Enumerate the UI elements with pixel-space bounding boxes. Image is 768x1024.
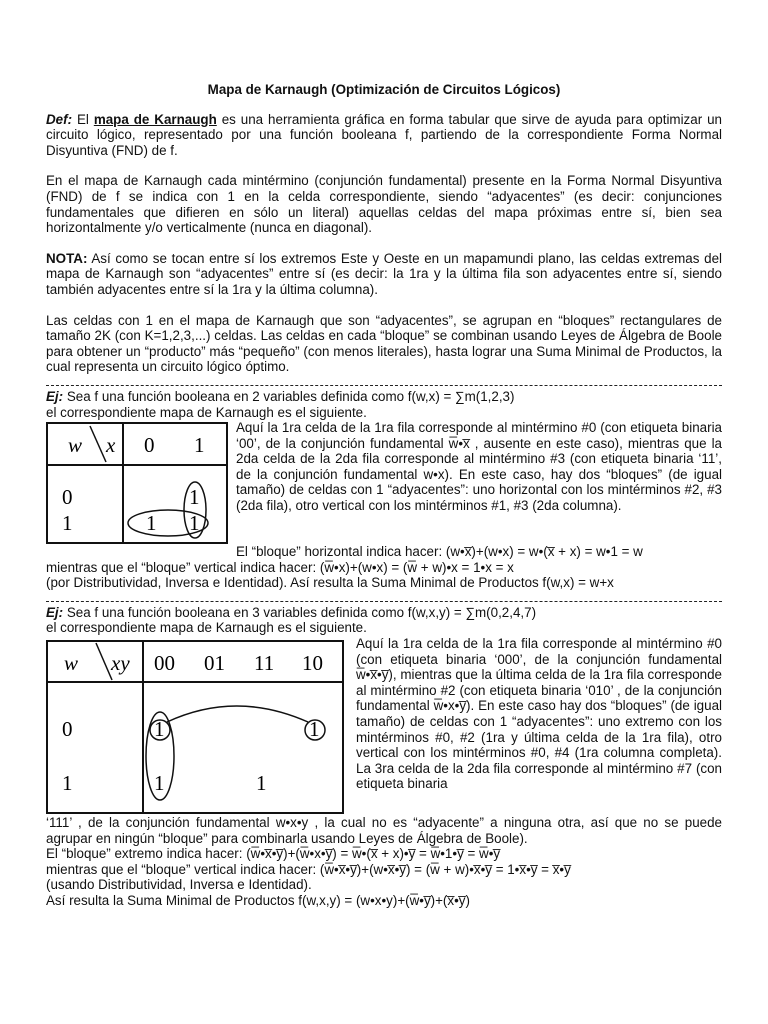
- ej2-line-using: (usando Distributividad, Inversa e Identidad).: [46, 877, 312, 893]
- ej2-side-text: Aquí la 1ra celda de la 1ra fila corresponde al mintérmino #0 (con etiqueta binaria ‘000’, de la conjunción fundamental w̅•x̅•y̅), mientras que la última celda de la 1ra fila corresponde al mintérmino #2 (con etiqueta binaria ‘010’ , de la conjunción fundamental w̅•x•y̅). En este caso hay dos “bloques” (de igual tamaño) de celdas con 1 “adyacentes”: uno extremo con los mintérminos #0, #2 (1ra y última celda de la 1ra fila), otro vertical con los mintérminos #0, #4 (1ra columna completa). La 3ra celda de la 2da fila corresponde al mintérmino #7 (con etiqueta binaria: [356, 636, 722, 792]
- map1-cell-0-1: 1: [189, 485, 200, 510]
- ej1-intro: Sea f una función booleana en 2 variables definida como f(w,x) = ∑m(1,2,3): [63, 388, 515, 404]
- map2-cell-0-10: 1: [309, 717, 320, 742]
- ej2-intro2: el correspondiente mapa de Karnaugh es el siguiente.: [46, 620, 367, 636]
- definition-paragraph: [46, 112, 722, 159]
- document-page: [46, 82, 722, 909]
- map1-row-0: 0: [62, 485, 73, 510]
- bloques-paragraph: Las celdas con 1 en el mapa de Karnaugh que son “adyacentes”, se agrupan en “bloques” rectangulares de tamaño 2K (con K=1,2,3,...) celdas. Las celdas en cada “bloque” se combinan usando Leyes de Álgebra de Boole para obtener un “producto” más “pequeño” (con menos literales), hasta lograr una Suma Minimal de Productos, la cual representa un circuito lógico óptimo.: [46, 312, 722, 375]
- map1-header-x: x: [106, 433, 116, 458]
- nota-label: NOTA:: [46, 250, 88, 266]
- map2-block-extreme: [167, 706, 308, 722]
- map2-cell-1-00: 1: [154, 771, 165, 796]
- ej1-line-result: (por Distributividad, Inversa e Identidad). Así resulta la Suma Minimal de Productos f(w,x) = w+x: [46, 575, 614, 591]
- def-label: Def:: [46, 111, 73, 127]
- map1-cell-1-0: 1: [146, 511, 157, 536]
- nota-paragraph: [46, 251, 722, 298]
- map2-cell-0-00: 1: [154, 717, 165, 742]
- map2-col-10: 10: [302, 651, 323, 676]
- def-rest: es una herramienta gráfica en forma tabular que sirve de ayuda para optimizar un circuito lógico, representado por una función booleana f, partiendo de la correspondiente Forma Normal Disyuntiva (FND) de f.: [46, 111, 722, 158]
- example-1: [46, 389, 722, 591]
- ej1-line-vertical: mientras que el “bloque” vertical indica hacer: (w̅•x)+(w•x) = (w̅ + w)•x = 1•x = x: [46, 559, 514, 575]
- ej1-label: Ej:: [46, 388, 64, 404]
- ej2-intro: Sea f una función booleana en 3 variables definida como f(w,x,y) = ∑m(0,2,4,7): [63, 604, 537, 620]
- fnd-paragraph: En el mapa de Karnaugh cada mintérmino (conjunción fundamental) presente en la Forma Normal Disyuntiva (FND) de f se indica con 1 en la celda correspondiente, siendo “adyacentes” (es decir: conjunciones fundamentales que difieren en sólo un literal) aquellas celdas del mapa próximas entre sí, bien sea horizontalmente y/o verticalmente (nunca en diagonal).: [46, 173, 722, 236]
- map2-header-w: w: [64, 651, 79, 676]
- separator-2: [46, 591, 722, 602]
- ej1-intro2: el correspondiente mapa de Karnaugh es el siguiente.: [46, 404, 367, 420]
- def-pre: El: [72, 111, 94, 127]
- example-2: [46, 605, 722, 909]
- page-title: Mapa de Karnaugh (Optimización de Circuitos Lógicos): [207, 82, 561, 97]
- karnaugh-map-2var: [46, 422, 228, 544]
- map1-col-1: 1: [194, 433, 205, 458]
- ej2-line-extreme: El “bloque” extremo indica hacer: (w̅•x̅•y̅)+(w̅•x•y̅) = w̅•(x̅ + x)•y̅ = w̅•1•y̅ = w̅•y̅: [46, 846, 501, 862]
- map1-header-w: w: [68, 433, 83, 458]
- def-term: mapa de Karnaugh: [93, 111, 217, 127]
- map1-col-0: 0: [144, 433, 155, 458]
- map2-row-0: 0: [62, 717, 73, 742]
- map1-cell-1-1: 1: [189, 511, 200, 536]
- ej2-label: Ej:: [46, 604, 64, 620]
- map2-row-1: 1: [62, 771, 73, 796]
- separator-1: [46, 375, 722, 386]
- map2-col-11: 11: [254, 651, 275, 676]
- nota-text: Así como se tocan entre sí los extremos Este y Oeste en un mapamundi plano, las celdas extremas del mapa de Karnaugh son “adyacentes” entre sí (es decir: la 1ra y la última fila son adyacentes entre sí, siendo también adyacentes entre sí la 1ra y la última columna).: [46, 250, 722, 297]
- ej1-line-horizontal: El “bloque” horizontal indica hacer: (w•x̅)+(w•x) = w•(x̅ + x) = w•1 = w: [236, 544, 643, 560]
- map1-row-1: 1: [62, 511, 73, 536]
- ej2-continuation: ‘111’ , de la conjunción fundamental w•x•y , la cual no es “adyacente” a ninguna otra, así que no se puede agrupar en ningún “bloque” para combinarla usando Leyes de Álgebra de Boole).: [46, 815, 722, 846]
- ej1-side-text: Aquí la 1ra celda de la 1ra fila corresponde al mintérmino #0 (con etiqueta binaria ‘00’, de la conjunción fundamental w̅•x̅ , ausente en este caso), mientras que la 2da celda de la 2da fila corresponde al mintérmino #3 (con etiqueta binaria ‘11’, de la conjunción fundamental w•x). En este caso, hay dos “bloques” (de igual tamaño) de celdas con 1 “adyacentes”: uno horizontal con los mintérminos #2, #3 (2da fila), otro vertical con los mintérminos #1, #3 (2da columna).: [236, 420, 722, 514]
- map2-col-00: 00: [154, 651, 175, 676]
- ej2-line-result: Así resulta la Suma Minimal de Productos f(w,x,y) = (w•x•y)+(w̅•y̅)+(x̅•y̅): [46, 893, 470, 909]
- map2-col-01: 01: [204, 651, 225, 676]
- map2-header-xy: xy: [111, 651, 130, 676]
- karnaugh-map-3var: [46, 640, 346, 815]
- map2-cell-1-11: 1: [256, 771, 267, 796]
- ej2-line-vertical: mientras que el “bloque” vertical indica hacer: (w̅•x̅•y̅)+(w•x̅•y̅) = (w̅ + w)•x̅•y̅ = 1•x̅•y̅ = x̅•y̅: [46, 861, 571, 877]
